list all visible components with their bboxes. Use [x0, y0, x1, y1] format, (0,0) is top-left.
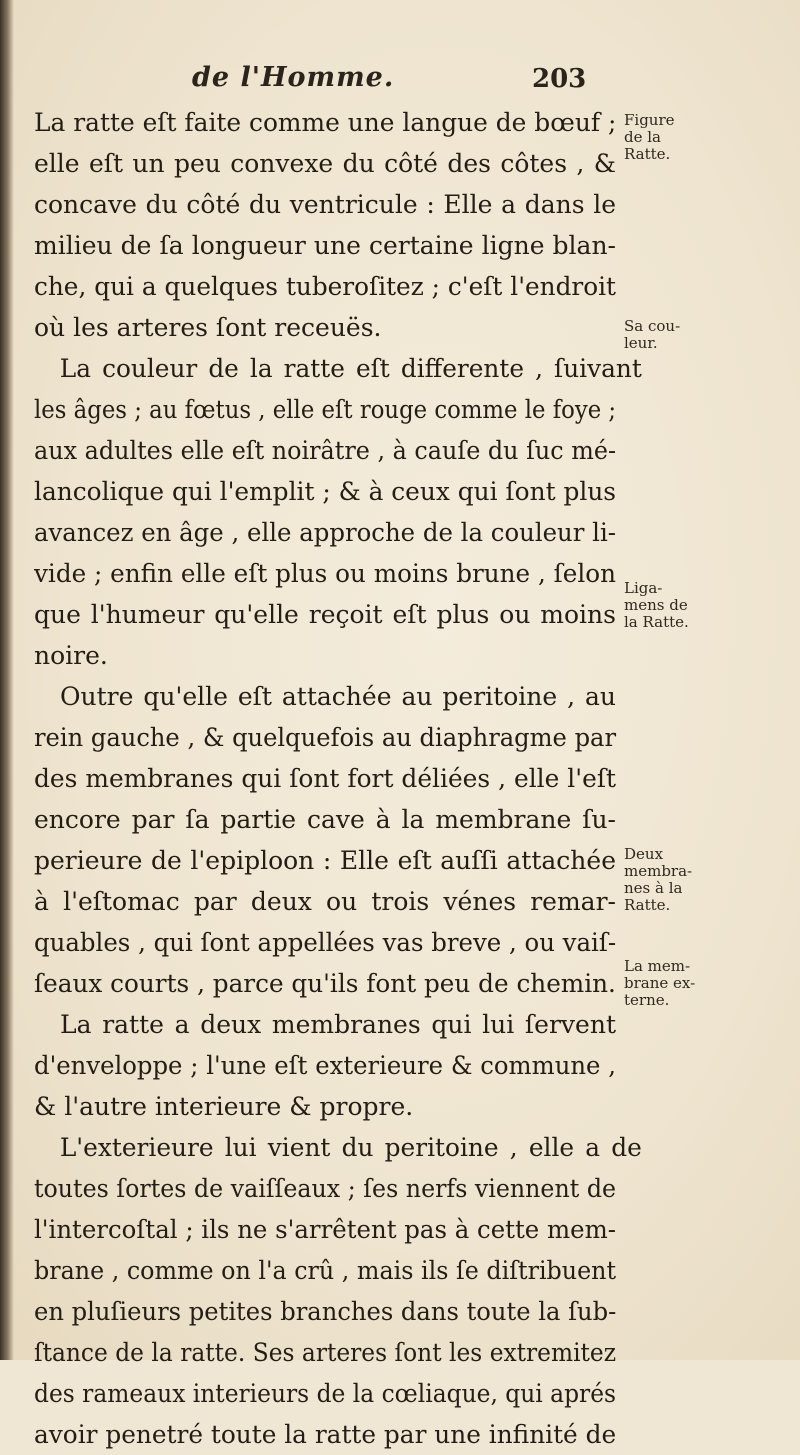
- text-line: La ratte a deux membranes qui lui ſervent: [60, 1010, 616, 1039]
- margin-note-line: mens de: [624, 596, 688, 614]
- margin-note-ligamens: [624, 580, 724, 631]
- text-line: L'exterieure lui vient du peritoine , elle a de: [59, 1133, 642, 1162]
- margin-note-line: Liga-: [624, 579, 663, 597]
- text-line: vide ; enfin elle eſt plus ou moins brune , ſelon: [34, 559, 616, 588]
- text-line: concave du côté du ventricule : Elle a dans le: [34, 190, 616, 219]
- margin-note-line: Ratte.: [624, 145, 671, 163]
- text-line: des rameaux interieurs de la cœliaque, qui aprés: [34, 1379, 617, 1408]
- text-line: à l'eſtomac par deux ou trois vénes remar-: [34, 887, 616, 916]
- text-line: elle eſt un peu convexe du côté des côtes , &: [34, 149, 616, 178]
- text-line: les âges ; au fœtus , elle eſt rouge comme le foye ;: [34, 395, 617, 424]
- text-line: noire.: [34, 641, 108, 670]
- text-line: en pluſieurs petites branches dans toute la ſub-: [34, 1297, 617, 1326]
- text-line: La ratte eſt faite comme une langue de bœuf ;: [34, 108, 617, 137]
- margin-note-line: brane ex-: [624, 974, 696, 992]
- book-spine-shadow: [0, 0, 14, 1360]
- margin-note-line: leur.: [624, 334, 658, 352]
- text-line: La couleur de la ratte eſt differente , ſuivant: [59, 354, 642, 383]
- margin-note-line: Sa cou-: [624, 317, 681, 335]
- margin-note-figure: [624, 112, 724, 163]
- text-line: encore par ſa partie cave à la membrane ſu-: [34, 805, 616, 834]
- text-line: che, qui a quelques tuberoſitez ; c'eſt l'endroit: [34, 272, 617, 301]
- margin-note-line: de la: [624, 128, 661, 146]
- margin-note-membrane-externe: [624, 958, 724, 1009]
- text-line: que l'humeur qu'elle reçoit eſt plus ou moins: [34, 600, 616, 629]
- margin-note-line: Deux: [624, 845, 664, 863]
- margin-note-line: La mem-: [624, 957, 691, 975]
- text-line: ſeaux courts , parce qu'ils font peu de chemin.: [34, 969, 616, 998]
- text-line: milieu de ſa longueur une certaine ligne blan-: [34, 231, 616, 260]
- margin-note-line: la Ratte.: [624, 613, 689, 631]
- text-line: lancolique qui l'emplit ; & à ceux qui ſont plus: [34, 477, 617, 506]
- page-header: [0, 62, 800, 102]
- text-line: avoir penetré toute la ratte par une infinité de: [34, 1420, 617, 1449]
- body-text: [34, 102, 642, 1455]
- text-line: quables , qui ſont appellées vas breve , ou vaiſ-: [34, 928, 617, 957]
- margin-note-line: Figure: [624, 111, 675, 129]
- text-line: Outre qu'elle eſt attachée au peritoine , au: [60, 682, 616, 711]
- text-line: brane , comme on l'a crû , mais ils ſe diſtribuent: [34, 1256, 617, 1285]
- text-line: des membranes qui ſont fort déliées , elle l'eſt: [34, 764, 617, 793]
- text-line: perieure de l'epiploon : Elle eſt auſſi attachée: [34, 846, 616, 875]
- text-line: rein gauche , & quelquefois au diaphragme par: [34, 723, 617, 752]
- margin-note-line: membra-: [624, 862, 693, 880]
- margin-note-line: Ratte.: [624, 896, 671, 914]
- text-line: l'intercoſtal ; ils ne s'arrêtent pas à cette mem-: [34, 1215, 616, 1244]
- text-line: ſtance de la ratte. Ses arteres ſont les extremitez: [34, 1338, 617, 1367]
- text-line: & l'autre interieure & propre.: [34, 1092, 414, 1121]
- page-number: 203: [532, 64, 587, 94]
- margin-note-couleur: [624, 318, 724, 352]
- text-line: toutes ſortes de vaiſſeaux ; ſes nerfs viennent de: [34, 1174, 617, 1203]
- text-line: où les arteres ſont receuës.: [34, 313, 382, 342]
- text-line: d'enveloppe ; l'une eſt exterieure & commune ,: [34, 1051, 616, 1080]
- running-title: de l'Homme.: [192, 62, 395, 93]
- margin-note-line: nes à la: [624, 879, 683, 897]
- margin-note-line: terne.: [624, 991, 670, 1009]
- text-line: aux adultes elle eſt noirâtre , à cauſe du ſuc mé-: [34, 436, 617, 465]
- margin-note-membranes: [624, 846, 724, 914]
- text-line: avancez en âge , elle approche de la couleur li-: [34, 518, 617, 547]
